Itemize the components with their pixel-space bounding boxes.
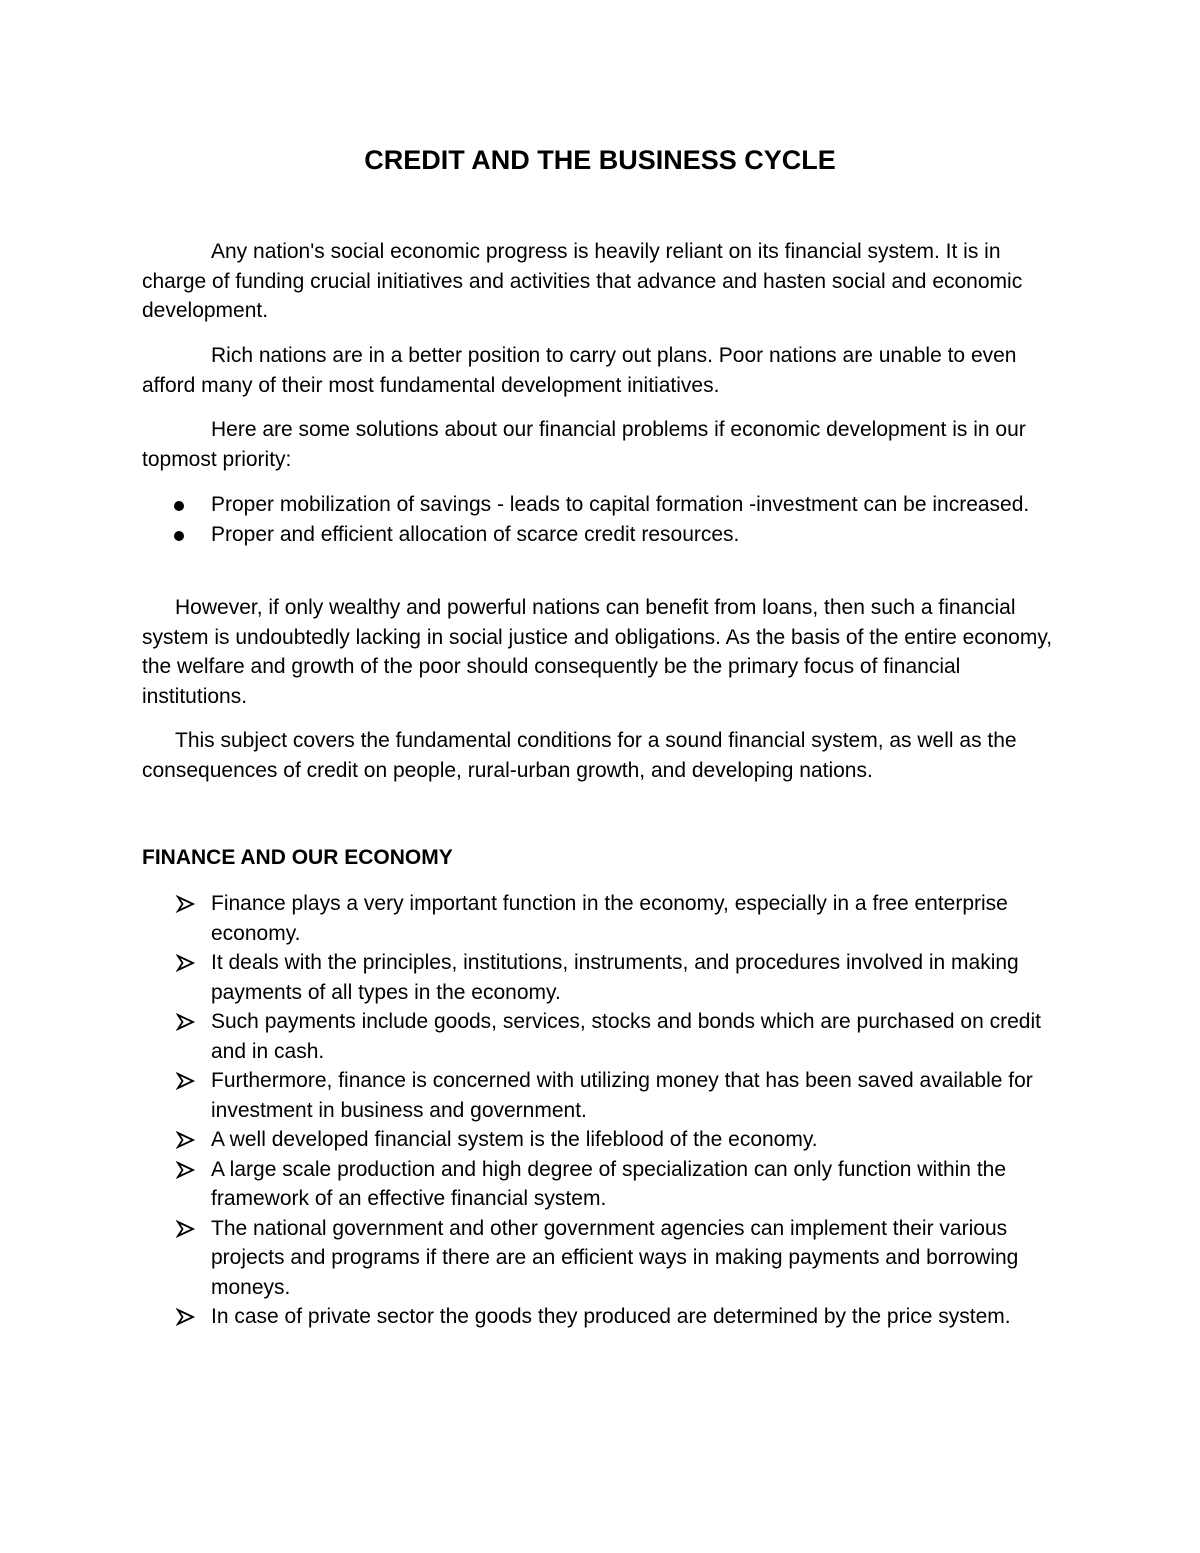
list-item-text: Proper and efficient allocation of scarce credit resources.	[211, 522, 740, 546]
intro-paragraph-3: Here are some solutions about our financial problems if economic development is in our topmost priority:	[142, 418, 1026, 471]
list-item	[142, 1066, 1062, 1125]
list-item-text: Furthermore, finance is concerned with utilizing money that has been saved available for investment in business and government.	[211, 1069, 1033, 1122]
body-paragraph-5: This subject covers the fundamental conditions for a sound financial system, as well as the consequences of credit on people, rural-urban growth, and developing nations.	[142, 729, 1017, 782]
list-item	[142, 1214, 1062, 1303]
list-item	[142, 1125, 1062, 1155]
arrowhead-bullet-icon	[175, 1155, 197, 1184]
list-item-text: A well developed financial system is the lifeblood of the economy.	[211, 1128, 818, 1151]
arrowhead-bullet-icon	[175, 1007, 197, 1036]
arrowhead-bullet-icon	[175, 1214, 197, 1243]
list-item-text: Such payments include goods, services, stocks and bonds which are purchased on credit and in cash.	[211, 1010, 1041, 1063]
list-item-text: In case of private sector the goods they produced are determined by the price system.	[211, 1305, 1011, 1328]
arrowhead-bullet-icon	[175, 889, 197, 918]
list-item	[142, 889, 1062, 948]
list-item	[142, 1302, 1062, 1332]
arrowhead-bullet-icon	[175, 948, 197, 977]
list-item	[142, 1007, 1062, 1066]
filled-circle-bullet-icon	[174, 531, 184, 541]
document-title: CREDIT AND THE BUSINESS CYCLE	[364, 145, 836, 175]
list-item-text: Proper mobilization of savings - leads to capital formation -investment can be increased.	[211, 493, 1030, 516]
solutions-bullet-list	[142, 490, 1062, 549]
list-item	[142, 1155, 1062, 1214]
intro-paragraph-1: Any nation's social economic progress is heavily reliant on its financial system. It is in charge of funding crucial initiatives and activities that advance and hasten social and economic development.	[142, 240, 1023, 322]
filled-circle-bullet-icon	[174, 501, 184, 511]
list-item	[142, 948, 1062, 1007]
list-item-text: Finance plays a very important function in the economy, especially in a free enterprise economy.	[211, 892, 1008, 945]
arrowhead-bullet-icon	[175, 1066, 197, 1095]
list-item-text: A large scale production and high degree of specialization can only function within the framework of an effective financial system.	[211, 1157, 1007, 1210]
list-item	[142, 520, 1062, 550]
list-item-text: The national government and other government agencies can implement their various projects and programs if there are an efficient ways in making payments and borrowing moneys.	[211, 1216, 1019, 1299]
list-item-text: It deals with the principles, institutions, instruments, and procedures involved in making payments of all types in the economy.	[211, 951, 1019, 1004]
finance-points-list	[142, 889, 1062, 1332]
body-paragraph-4: However, if only wealthy and powerful nations can benefit from loans, then such a financial system is undoubtedly lacking in social justice and obligations. As the basis of the entire economy, the welfare and growth of the poor should consequently be the primary focus of financial institutions.	[142, 596, 1053, 708]
arrowhead-bullet-icon	[175, 1302, 197, 1331]
list-item	[142, 490, 1062, 520]
arrowhead-bullet-icon	[175, 1125, 197, 1154]
intro-paragraph-2: Rich nations are in a better position to carry out plans. Poor nations are unable to even afford many of their most fundamental development initiatives.	[142, 344, 1017, 397]
section-heading: FINANCE AND OUR ECONOMY	[142, 846, 453, 869]
